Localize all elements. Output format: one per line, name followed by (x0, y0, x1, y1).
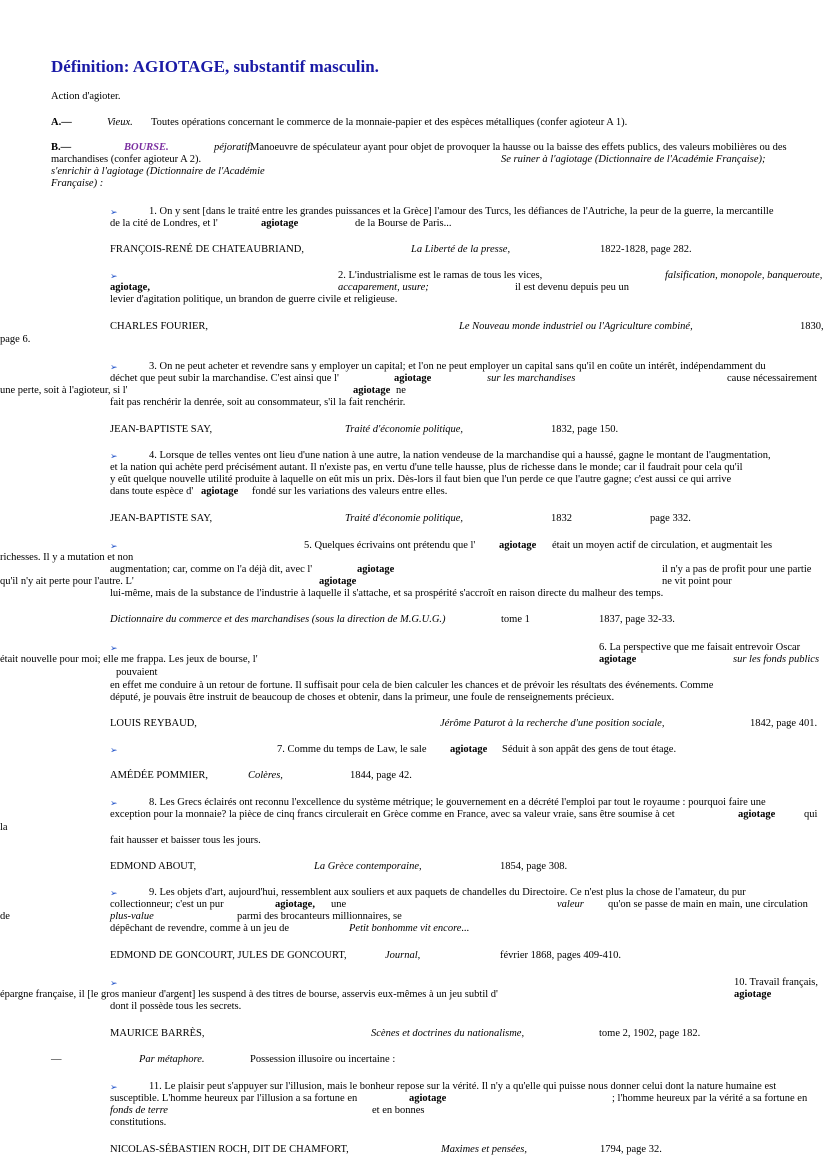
quote-11-line2b: ; l'homme heureux par la vérité a sa fortune en (612, 1093, 808, 1104)
quote-7-work: Colères, (248, 770, 283, 781)
quote-6-ref: 1842, page 401. (750, 718, 818, 729)
quote-2-ref-page: page 6. (0, 334, 31, 345)
quote-3-author: JEAN-BAPTISTE SAY, (110, 424, 213, 435)
quote-5-line4a: qu'il n'y ait perte pour l'autre. L' (0, 576, 134, 587)
quote-5-line4b: ne vit point pour (662, 576, 732, 587)
arrow-icon: ➢ (110, 745, 118, 755)
section-a-text: Toutes opérations concernant le commerce de la monnaie-papier et des espèces métalliques (confer agioteur A 1). (151, 117, 628, 128)
quote-8-line4: fait hausser et baisser tous les jours. (110, 835, 261, 846)
quote-11-line3b: et en bonnes (372, 1105, 425, 1116)
quote-9-line3b: parmi des brocanteurs millionnaires, se (237, 911, 402, 922)
quote-4-line4a: dans toute espèce d' (110, 486, 194, 497)
quote-2-work: Le Nouveau monde industriel ou l'Agriculture combiné, (459, 321, 693, 332)
quote-2-line1: 2. L'industrialisme est le ramas de tous les vices, (338, 270, 543, 281)
quote-5-author: Dictionnaire du commerce et des marchandises (sous la direction de M.G.U.G.) (110, 614, 446, 625)
quote-3-line2-italic: sur les marchandises (487, 373, 576, 384)
section-b-line1: Manoeuvre de spéculateur ayant pour objet de provoquer la hausse ou la baisse des effets publics, des valeurs mobilières ou des (250, 142, 787, 153)
quote-5-line5: lui-même, mais de la substance de l'industrie à laquelle il s'attache, et sa prospérité s'accroît en raison directe du malheur des temps. (110, 588, 664, 599)
quote-5-volume: tome 1 (501, 614, 530, 625)
quote-10-author: MAURICE BARRÈS, (110, 1028, 205, 1039)
quote-6-line1: 6. La perspective que me faisait entrevoir Oscar (599, 642, 801, 653)
metaphor-domain: Par métaphore. (139, 1054, 205, 1065)
quote-5-keyword: agiotage (499, 540, 537, 551)
quote-5-keyword2: agiotage (357, 564, 395, 575)
arrow-icon: ➢ (110, 451, 118, 461)
quote-4-line3: y eût quelque nouvelle utilité produite à laquelle on eût mis un prix. Dès-lors il faut bien que l'un perde ce que l'autre gagne; c'est aussi ce qui arrive (110, 474, 732, 485)
quote-6-line3: pouvaient (116, 667, 158, 678)
quote-6-line5: député, je pouvais être instruit de beaucoup de choses et obtenir, dans la primeur, une foule de renseignements précieux. (110, 692, 615, 703)
quote-8-keyword: agiotage (738, 809, 776, 820)
quote-7-line1b: Séduit à son appât des gens de tout étage. (502, 744, 677, 755)
quote-1-line2b: de la Bourse de Paris... (355, 218, 452, 229)
section-b-register: péjoratif. (214, 142, 253, 153)
quote-5-keyword3: agiotage (319, 576, 357, 587)
quote-10-line3: dont il possède tous les secrets. (110, 1001, 242, 1012)
quote-2-ref: 1830, (800, 321, 824, 332)
section-b-example2b: Française) : (51, 178, 104, 189)
quote-9-line4-italic: Petit bonhomme vit encore... (349, 923, 470, 934)
quote-3-line2b: cause nécessairement (727, 373, 818, 384)
quote-5-line3b: il n'y a pas de profit pour une partie (662, 564, 812, 575)
page-title: Définition: AGIOTAGE, substantif masculin. (51, 57, 379, 76)
quote-10-line2a: épargne française, il [le gros manieur d'argent] les suspend à des titres de bourse, asservis eux-mêmes à un jeu subtil d' (0, 989, 498, 1000)
quote-8-line2b: qui (804, 809, 818, 820)
definition-intro: Action d'agioter. (51, 91, 121, 102)
quote-5-line1: 5. Quelques écrivains ont prétendu que l' (304, 540, 476, 551)
quote-1-line1: 1. On y sent [dans le traité entre les grandes puissances et la Grèce] l'amour des Turcs, les défiances de l'Autriche, la peur de la guerre, la mercantille (149, 206, 774, 217)
quote-6-line2-italic: sur les fonds publics (733, 654, 820, 665)
quote-9-line1: 9. Les objets d'art, aujourd'hui, ressemblent aux souliers et aux paquets de chandelles du Directoire. Ce n'est plus la chose de l'amateur, du pur (149, 887, 746, 898)
section-a-marker: A.— (51, 117, 72, 128)
quote-10-work: Scènes et doctrines du nationalisme, (371, 1028, 525, 1039)
quote-9-line2-italic: valeur (557, 899, 584, 910)
quote-2-line3: levier d'agitation politique, un brandon de guerre civile et religieuse. (110, 294, 398, 305)
quote-7-ref: 1844, page 42. (350, 770, 412, 781)
metaphor-marker: — (51, 1054, 62, 1065)
quote-10-line1: 10. Travail français, (734, 977, 818, 988)
quote-6-line2a: était nouvelle pour moi; elle me frappa. Les jeux de bourse, l' (0, 654, 258, 665)
quote-9-ref: février 1868, pages 409-410. (500, 950, 622, 961)
quote-4-work: Traité d'économie politique, (345, 513, 464, 524)
quote-1-ref: 1822-1828, page 282. (600, 244, 692, 255)
quote-9-line3a: de (0, 911, 10, 922)
quote-5-ref: 1837, page 32-33. (599, 614, 675, 625)
quote-4-line1: 4. Lorsque de telles ventes ont lieu d'une nation à une autre, la nation vendeuse de la marchandise qui a haussé, gagne le montant de l'augmentation, (149, 450, 771, 461)
quote-11-line1: 11. Le plaisir peut s'appuyer sur l'illusion, mais le bonheur repose sur la vérité. Il n'y a qu'elle qui puisse nous donner celui dont la nature humaine est (149, 1081, 777, 1092)
quote-2-line1-italic: falsification, monopole, banqueroute, (665, 270, 823, 281)
arrow-icon: ➢ (110, 978, 118, 988)
quote-9-line2c: qu'on se passe de main en main, une circulation (608, 899, 808, 910)
quote-9-line4a: dépêchant de revendre, comme à un jeu de (110, 923, 289, 934)
quote-4-line4b: fondé sur les variations des valeurs entre elles. (252, 486, 448, 497)
section-b-domain: BOURSE. (124, 142, 169, 153)
quote-4-keyword: agiotage (201, 486, 239, 497)
quote-7-keyword: agiotage (450, 744, 488, 755)
quote-2-author: CHARLES FOURIER, (110, 321, 209, 332)
quote-1-line2a: de la cité de Londres, et l' (110, 218, 218, 229)
quote-11-author: NICOLAS-SÉBASTIEN ROCH, DIT DE CHAMFORT, (110, 1144, 349, 1155)
quote-2-line2b: il est devenu depuis peu un (515, 282, 630, 293)
quote-8-author: EDMOND ABOUT, (110, 861, 197, 872)
section-b-example1: Se ruiner à l'agiotage (Dictionnaire de l'Académie Française); (501, 154, 766, 165)
quote-3-keyword2: agiotage (353, 385, 391, 396)
arrow-icon: ➢ (110, 643, 118, 653)
arrow-icon: ➢ (110, 271, 118, 281)
quote-9-author: EDMOND DE GONCOURT, JULES DE GONCOURT, (110, 950, 347, 961)
quote-6-author: LOUIS REYBAUD, (110, 718, 197, 729)
quote-9-work: Journal, (385, 950, 421, 961)
quote-5-line2: richesses. Il y a mutation et non (0, 552, 134, 563)
quote-10-keyword: agiotage (734, 989, 772, 1000)
quote-8-line3: la (0, 822, 8, 833)
quote-9-line2b: une (331, 899, 347, 910)
quote-3-line3b: ne (396, 385, 406, 396)
quote-1-work: La Liberté de la presse, (411, 244, 511, 255)
quote-2-line2-italic: accaparement, usure; (338, 282, 429, 293)
section-b-marker: B.— (51, 142, 72, 153)
quote-11-line3-italic: fonds de terre (110, 1105, 168, 1116)
quote-9-keyword: agiotage, (275, 899, 315, 910)
quote-7-line1: 7. Comme du temps de Law, le sale (277, 744, 427, 755)
quote-3-line4: fait pas renchérir la denrée, soit au consommateur, s'il la fait renchérir. (110, 397, 406, 408)
section-b-example2a: s'enrichir à l'agiotage (Dictionnaire de l'Académie (51, 166, 265, 177)
quote-2-keyword: agiotage, (110, 282, 150, 293)
arrow-icon: ➢ (110, 888, 118, 898)
quote-1-keyword: agiotage (261, 218, 299, 229)
quote-4-author: JEAN-BAPTISTE SAY, (110, 513, 213, 524)
quote-3-line2a: déchet que peut subir la marchandise. C'est ainsi que l' (110, 373, 339, 384)
arrow-icon: ➢ (110, 798, 118, 808)
quote-10-ref: tome 2, 1902, page 182. (599, 1028, 701, 1039)
quote-7-author: AMÉDÉE POMMIER, (110, 770, 209, 781)
quote-4-line2: et la nation qui achète perd précisément autant. Il n'existe pas, en vertu d'une telle hausse, plus de richesse dans le monde; car il faudrait pour cela qu'il (110, 462, 743, 473)
quote-4-ref: 1832 (551, 513, 572, 524)
section-b-line2: marchandises (confer agioteur A 2). (51, 154, 202, 165)
quote-3-keyword: agiotage (394, 373, 432, 384)
arrow-icon: ➢ (110, 207, 118, 217)
quote-11-line2a: susceptible. L'homme heureux par l'illusion a sa fortune en (110, 1093, 358, 1104)
quote-1-author: FRANÇOIS-RENÉ DE CHATEAUBRIAND, (110, 244, 304, 255)
quote-11-ref: 1794, page 32. (600, 1144, 662, 1155)
arrow-icon: ➢ (110, 362, 118, 372)
quote-11-work: Maximes et pensées, (441, 1144, 528, 1155)
quote-5-line3a: augmentation; car, comme on l'a déjà dit, avec l' (110, 564, 313, 575)
quote-3-line1: 3. On ne peut acheter et revendre sans y employer un capital; et l'on ne peut employer un capital sans qu'il en coûte un intérêt, indépendamment du (149, 361, 766, 372)
quote-5-line1b: était un moyen actif de circulation, et augmentait les (552, 540, 773, 551)
metaphor-text: Possession illusoire ou incertaine : (250, 1054, 396, 1065)
quote-6-line4: en effet me conduire à un retour de fortune. Il suffisait pour cela de bien calculer les chances et de prévoir les résultats des événements. Comme (110, 680, 714, 691)
quote-11-keyword: agiotage (409, 1093, 447, 1104)
quote-4-ref-page: page 332. (650, 513, 691, 524)
quote-8-work: La Grèce contemporaine, (314, 861, 422, 872)
quote-8-ref: 1854, page 308. (500, 861, 568, 872)
quote-9-line3-italic: plus-value (110, 911, 154, 922)
quote-3-line3a: une perte, soit à l'agioteur, si l' (0, 385, 128, 396)
quote-8-line1: 8. Les Grecs éclairés ont reconnu l'excellence du système métrique; le gouvernement en a décrété l'emploi par tout le royaume : pourquoi faire une (149, 797, 766, 808)
quote-11-line4: constitutions. (110, 1117, 167, 1128)
arrow-icon: ➢ (110, 1082, 118, 1092)
arrow-icon: ➢ (110, 541, 118, 551)
section-a-domain: Vieux. (107, 117, 133, 128)
quote-6-work: Jérôme Paturot à la recherche d'une position sociale, (440, 718, 665, 729)
quote-3-ref: 1832, page 150. (551, 424, 619, 435)
quote-6-keyword: agiotage (599, 654, 637, 665)
quote-8-line2a: exception pour la monnaie? la pièce de cinq francs circulerait en Grèce comme en France, avec sa valeur vraie, sans être soumise à cet (110, 809, 675, 820)
quote-9-line2a: collectionneur; c'est un pur (110, 899, 224, 910)
quote-3-work: Traité d'économie politique, (345, 424, 464, 435)
